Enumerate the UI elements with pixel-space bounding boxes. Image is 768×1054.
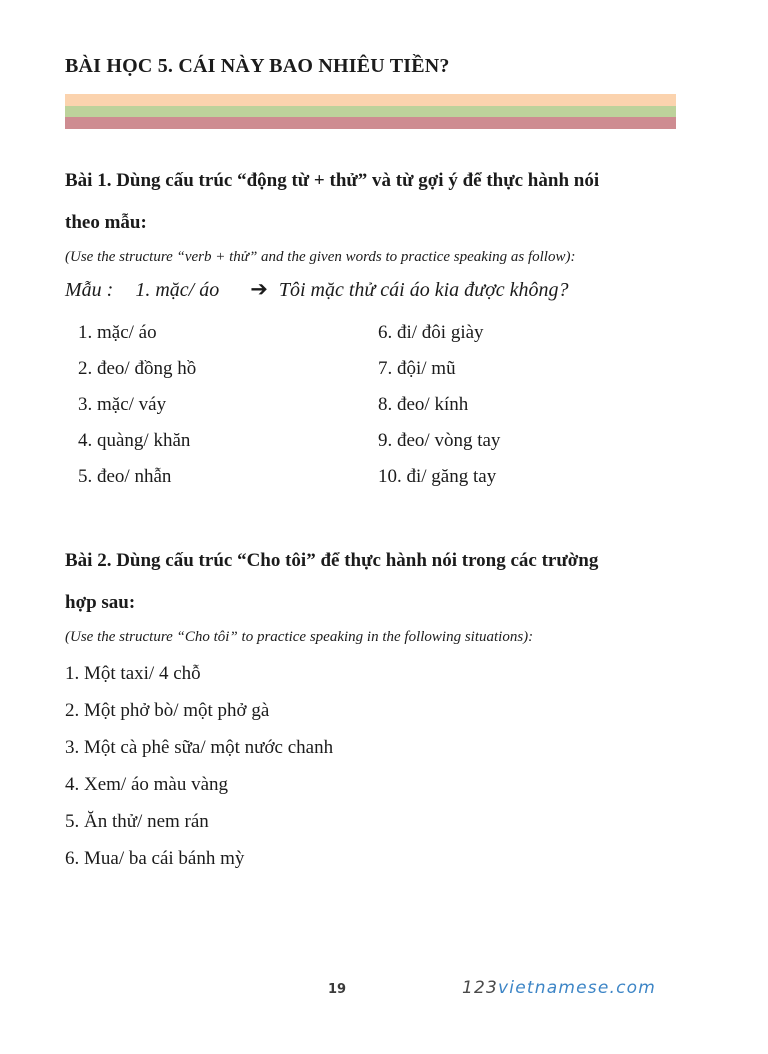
exercise-1-list-left-column	[65, 315, 378, 495]
list-item: 2. đeo/ đồng hồ	[78, 358, 197, 379]
list-item: 3. mặc/ váy	[78, 394, 167, 415]
exercise-1-example-line	[65, 274, 676, 306]
divider-bar-peach	[65, 94, 676, 106]
exercise-2-heading-line2: hợp sau:	[65, 592, 136, 613]
example-label: Mẫu :	[65, 279, 114, 301]
exercise-1-heading	[65, 160, 676, 244]
website-link[interactable]	[462, 978, 656, 998]
example-prompt: 1. mặc/ áo	[135, 279, 220, 301]
list-item: 4. Xem/ áo màu vàng	[65, 774, 229, 795]
lesson-title: BÀI HỌC 5. CÁI NÀY BAO NHIÊU TIỀN?	[65, 55, 450, 77]
divider-bar-green	[65, 106, 676, 117]
exercise-2-situation-list	[65, 655, 676, 877]
list-item: 1. mặc/ áo	[78, 322, 157, 343]
example-answer: Tôi mặc thử cái áo kia được không?	[278, 279, 569, 301]
list-item: 3. Một cà phê sữa/ một nước chanh	[65, 737, 334, 758]
exercise-1-list-right-column	[378, 315, 676, 495]
page-number: 19	[327, 982, 347, 997]
list-item: 6. Mua/ ba cái bánh mỳ	[65, 848, 245, 869]
list-item: 1. Một taxi/ 4 chỗ	[65, 663, 201, 684]
website-domain: vietnamese.com	[498, 978, 656, 998]
list-item: 7. đội/ mũ	[378, 358, 456, 379]
exercise-1-heading-line2: theo mẫu:	[65, 212, 147, 233]
divider-bar-rose	[65, 117, 676, 129]
exercise-1-english-instruction: (Use the structure “verb + thử” and the given words to practice speaking as follow):	[65, 249, 576, 265]
list-item: 4. quàng/ khăn	[78, 430, 191, 451]
list-item: 9. đeo/ vòng tay	[378, 430, 501, 451]
list-item: 10. đi/ găng tay	[378, 466, 497, 487]
list-item: 8. đeo/ kính	[378, 394, 469, 415]
exercise-1-word-list	[65, 315, 676, 495]
exercise-2-english-instruction: (Use the structure “Cho tôi” to practice speaking in the following situations):	[65, 629, 534, 645]
list-item: 2. Một phở bò/ một phở gà	[65, 700, 270, 721]
divider-bars	[65, 94, 676, 129]
list-item: 5. Ăn thử/ nem rán	[65, 811, 209, 832]
list-item: 5. đeo/ nhẫn	[78, 466, 172, 487]
list-item: 6. đi/ đôi giày	[378, 322, 484, 343]
right-arrow-icon: ➔	[250, 277, 268, 301]
exercise-1-heading-line1: Bài 1. Dùng cấu trúc “động từ + thử” và từ gợi ý để thực hành nói	[65, 170, 600, 191]
website-prefix: 123	[461, 978, 499, 998]
exercise-2-heading-line1: Bài 2. Dùng cấu trúc “Cho tôi” để thực hành nói trong các trường	[65, 550, 599, 571]
exercise-2-heading	[65, 540, 676, 624]
